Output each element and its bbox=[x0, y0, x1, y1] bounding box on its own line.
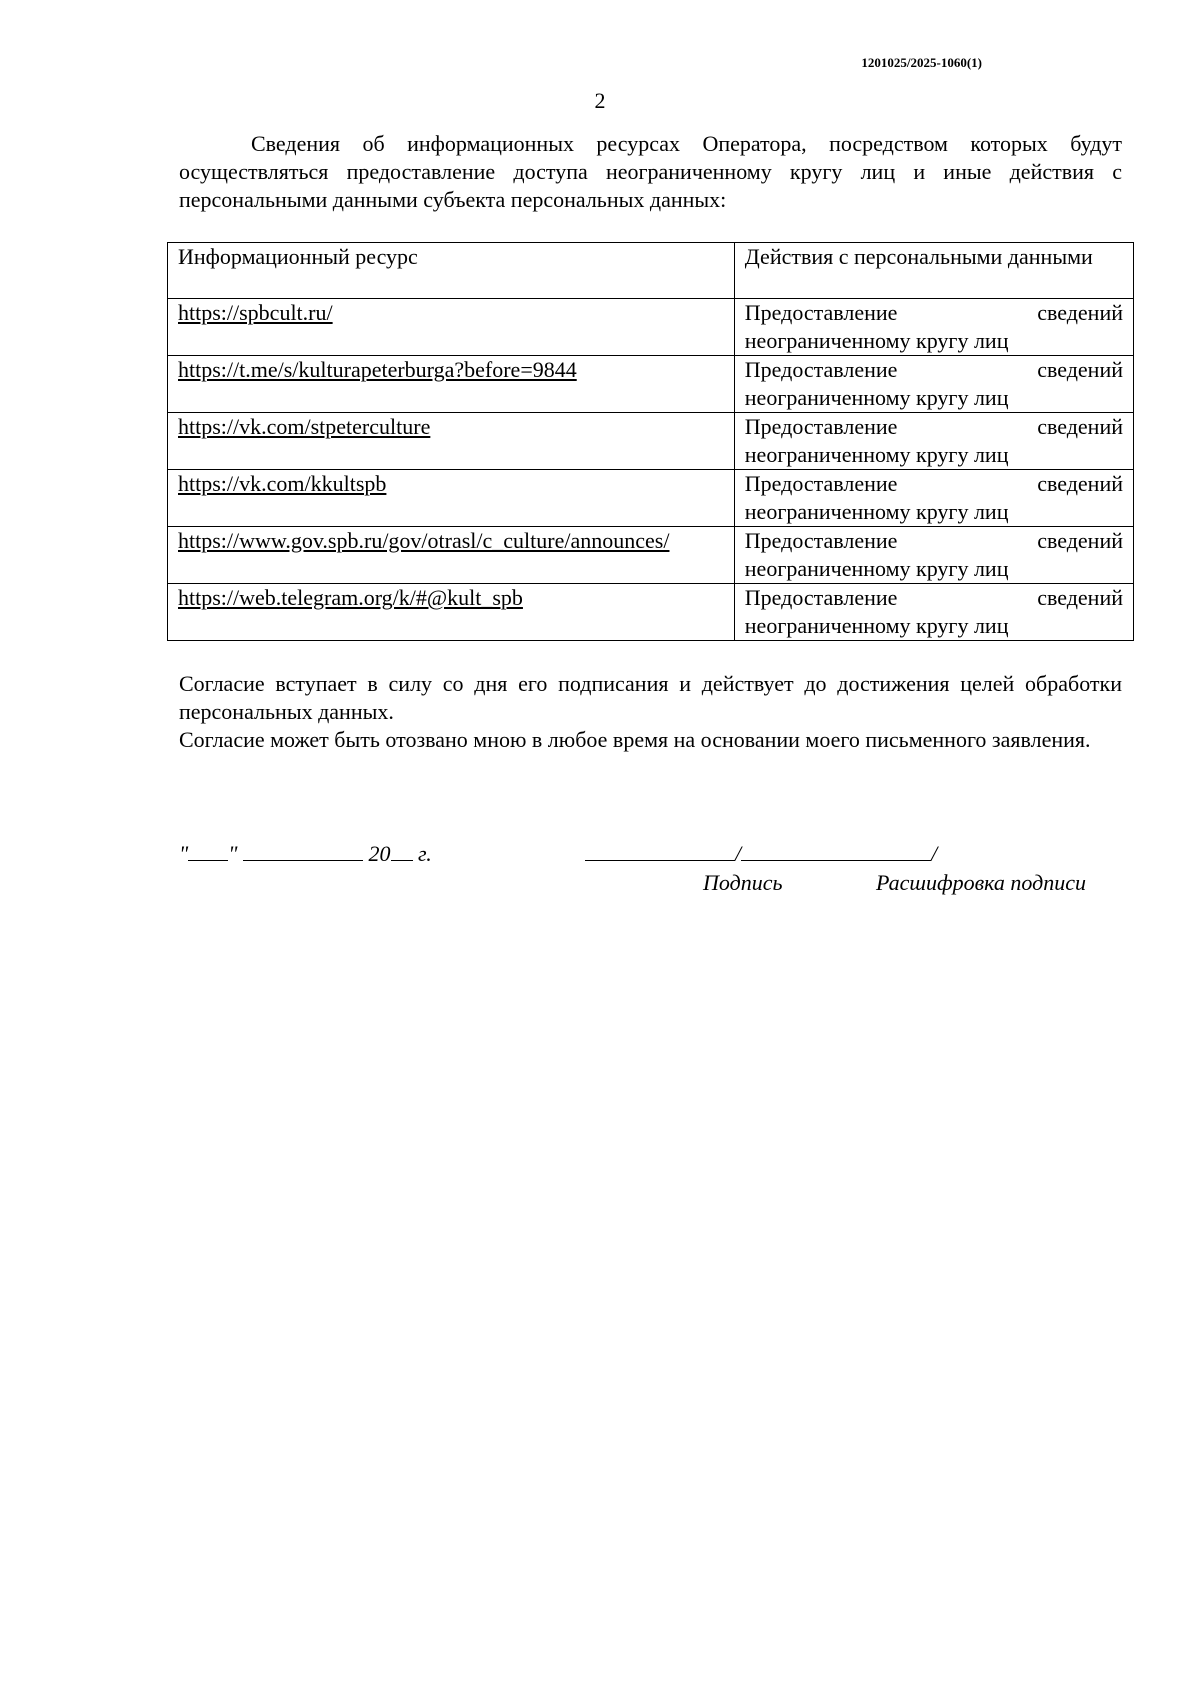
table-row bbox=[168, 527, 1134, 584]
signature-separator-end: / bbox=[931, 841, 938, 866]
action-cell: Предоставление сведений неограниченному кругу лиц bbox=[734, 299, 1133, 356]
resource-link[interactable]: https://t.me/s/kulturapeterburga?before=9844 bbox=[178, 357, 577, 382]
quote-close: " bbox=[228, 841, 238, 866]
year-blank[interactable] bbox=[391, 840, 413, 861]
table-row bbox=[168, 413, 1134, 470]
year-prefix: 20 bbox=[368, 841, 391, 866]
resource-cell bbox=[168, 413, 735, 470]
resource-cell bbox=[168, 470, 735, 527]
header-action: Действия с персональными данными bbox=[734, 243, 1133, 299]
table-row bbox=[168, 299, 1134, 356]
intro-paragraph: Сведения об информационных ресурсах Оператора, посредством которых будут осуществляться предоставление доступа неограниченному кругу лиц и иные действия с персональными данными субъекта персональных данных: bbox=[179, 131, 1122, 212]
action-cell: Предоставление сведений неограниченному кругу лиц bbox=[734, 356, 1133, 413]
closing-block bbox=[179, 670, 1122, 754]
page-number: 2 bbox=[594, 88, 606, 113]
action-cell: Предоставление сведений неограниченному кругу лиц bbox=[734, 413, 1133, 470]
day-blank[interactable] bbox=[188, 840, 228, 861]
resource-cell bbox=[168, 527, 735, 584]
signature-field bbox=[585, 840, 937, 867]
resource-link[interactable]: https://www.gov.spb.ru/gov/otrasl/c_culture/announces/ bbox=[178, 528, 670, 553]
action-cell: Предоставление сведений неограниченному кругу лиц bbox=[734, 584, 1133, 641]
header-resource: Информационный ресурс bbox=[168, 243, 735, 299]
resource-link[interactable]: https://vk.com/kkultspb bbox=[178, 471, 387, 496]
year-suffix: г. bbox=[418, 841, 432, 866]
resource-cell bbox=[168, 584, 735, 641]
resource-link[interactable]: https://vk.com/stpeterculture bbox=[178, 414, 431, 439]
quote-open: " bbox=[179, 841, 189, 866]
date-field bbox=[179, 840, 432, 867]
resource-link[interactable]: https://web.telegram.org/k/#@kult_spb bbox=[178, 585, 523, 610]
signature-label: Подпись bbox=[703, 870, 783, 895]
action-cell: Предоставление сведений неограниченному кругу лиц bbox=[734, 527, 1133, 584]
signature-blank[interactable] bbox=[585, 840, 735, 861]
resource-link[interactable]: https://spbcult.ru/ bbox=[178, 300, 333, 325]
resources-table bbox=[167, 242, 1134, 641]
signature-decoding-label: Расшифровка подписи bbox=[876, 870, 1086, 895]
document-number: 1201025/2025-1060(1) bbox=[861, 55, 982, 70]
table-header-row bbox=[168, 243, 1134, 299]
signature-separator: / bbox=[735, 841, 742, 866]
consent-validity-text: Согласие вступает в силу со дня его подписания и действует до достижения целей обработки персональных данных. bbox=[179, 671, 1122, 724]
resource-cell bbox=[168, 299, 735, 356]
table-row bbox=[168, 356, 1134, 413]
consent-revocation-text: Согласие может быть отозвано мною в любое время на основании моего письменного заявления. bbox=[179, 727, 1091, 752]
resource-cell bbox=[168, 356, 735, 413]
table-row bbox=[168, 584, 1134, 641]
table-row bbox=[168, 470, 1134, 527]
action-cell: Предоставление сведений неограниченному кругу лиц bbox=[734, 470, 1133, 527]
month-blank[interactable] bbox=[243, 840, 363, 861]
signature-decoding-blank[interactable] bbox=[741, 840, 931, 861]
